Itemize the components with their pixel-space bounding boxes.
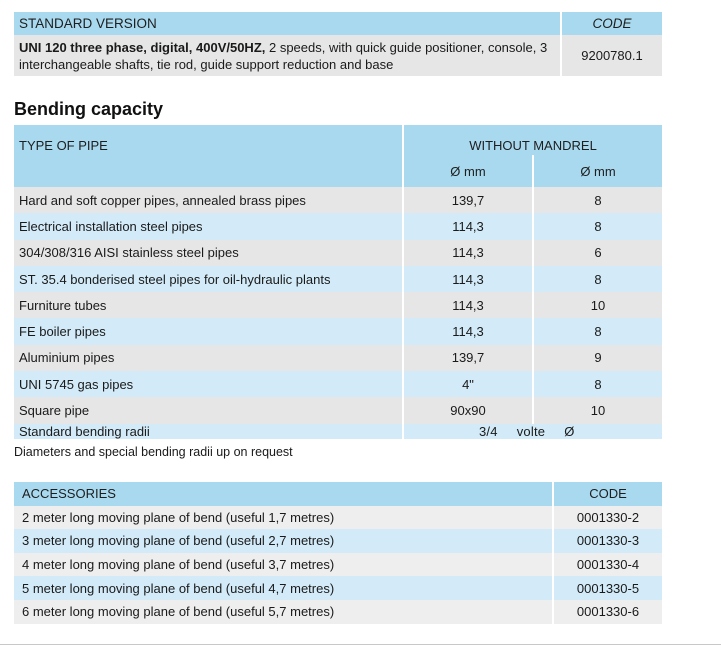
pipe-row xyxy=(14,240,662,266)
pipe-type: Furniture tubes xyxy=(19,297,107,313)
standard-version-header xyxy=(14,12,662,35)
without-mandrel-header: WITHOUT MANDREL xyxy=(402,125,662,155)
pipe-diameter: 4" xyxy=(402,371,532,397)
accessory-description: 2 meter long moving plane of bend (useful 1,7 metres) xyxy=(22,509,335,525)
pipe-row xyxy=(14,318,662,344)
pipe-type: ST. 35.4 bonderised steel pipes for oil-hydraulic plants xyxy=(19,271,331,287)
pipe-type: UNI 5745 gas pipes xyxy=(19,376,134,392)
pipe-diameter: 139,7 xyxy=(402,187,532,213)
code-header: CODE xyxy=(560,12,662,35)
accessories-header-row xyxy=(14,482,662,506)
accessory-row xyxy=(14,600,662,624)
pipe-diameter: 114,3 xyxy=(402,240,532,266)
accessory-description: 5 meter long moving plane of bend (useful 4,7 metres) xyxy=(22,580,335,596)
bending-header-row xyxy=(14,125,662,155)
pipe-diameter: 90x90 xyxy=(402,397,532,423)
pipe-type: 304/308/316 AISI stainless steel pipes xyxy=(19,245,239,261)
bottom-divider xyxy=(0,644,721,645)
accessory-code: 0001330-6 xyxy=(552,600,662,624)
standard-version-table xyxy=(14,12,662,76)
pipe-diameter: 114,3 xyxy=(402,292,532,318)
pipe-row xyxy=(14,187,662,213)
accessory-code: 0001330-5 xyxy=(552,576,662,600)
standard-radii-row xyxy=(14,424,662,439)
diameter-header: Ø mm xyxy=(402,155,532,187)
accessory-row xyxy=(14,576,662,600)
product-code: 9200780.1 xyxy=(560,35,662,76)
special-request-note: Diameters and special bending radii up on request xyxy=(14,445,293,459)
pipe-type: FE boiler pipes xyxy=(19,324,106,340)
product-name: UNI 120 three phase, digital, 400V/50HZ, xyxy=(19,40,266,55)
pipe-diameter: 114,3 xyxy=(402,213,532,239)
pipe-thickness: 9 xyxy=(532,345,662,371)
pipe-thickness: 8 xyxy=(532,187,662,213)
pipe-thickness: 8 xyxy=(532,318,662,344)
pipe-row xyxy=(14,266,662,292)
accessory-row xyxy=(14,506,662,530)
pipe-row xyxy=(14,292,662,318)
bending-capacity-title: Bending capacity xyxy=(14,99,164,119)
pipe-thickness: 6 xyxy=(532,240,662,266)
pipe-thickness: 8 xyxy=(532,266,662,292)
pipe-diameter: 139,7 xyxy=(402,345,532,371)
pipe-diameter: 114,3 xyxy=(402,318,532,344)
pipe-row xyxy=(14,371,662,397)
standard-version-label: STANDARD VERSION xyxy=(19,16,157,31)
pipe-thickness: 8 xyxy=(532,213,662,239)
pipe-row xyxy=(14,213,662,239)
standard-radii-value: 3/4 volte Ø xyxy=(402,424,662,439)
product-description xyxy=(14,35,560,76)
accessory-description: 4 meter long moving plane of bend (useful 3,7 metres) xyxy=(22,557,335,573)
pipe-thickness: 10 xyxy=(532,292,662,318)
accessory-code: 0001330-3 xyxy=(552,529,662,553)
pipe-type: Square pipe xyxy=(19,403,90,419)
accessory-description: 6 meter long moving plane of bend (useful 5,7 metres) xyxy=(22,604,335,620)
pipe-row xyxy=(14,345,662,371)
bending-capacity-table xyxy=(14,125,662,439)
accessories-code-header: CODE xyxy=(552,482,662,506)
pipe-type: Hard and soft copper pipes, annealed brass pipes xyxy=(19,192,306,208)
standard-radii-label: Standard bending radii xyxy=(19,423,150,439)
product-row xyxy=(14,35,662,76)
pipe-type: Electrical installation steel pipes xyxy=(19,218,203,234)
pipe-row xyxy=(14,397,662,423)
pipe-thickness: 8 xyxy=(532,371,662,397)
accessory-row xyxy=(14,553,662,577)
accessories-table xyxy=(14,482,662,624)
pipe-diameter: 114,3 xyxy=(402,266,532,292)
accessories-label: ACCESSORIES xyxy=(22,486,116,502)
accessory-description: 3 meter long moving plane of bend (useful 2,7 metres) xyxy=(22,533,335,549)
accessory-row xyxy=(14,529,662,553)
thickness-header: Ø mm xyxy=(532,155,662,187)
product-details: 2 speeds, with quick guide positioner, console, 3 interchangeable shafts, tie rod, guide support reduction and base xyxy=(19,40,548,72)
accessory-code: 0001330-4 xyxy=(552,553,662,577)
type-of-pipe-header: TYPE OF PIPE xyxy=(19,138,108,153)
pipe-thickness: 10 xyxy=(532,397,662,423)
pipe-type: Aluminium pipes xyxy=(19,350,115,366)
accessory-code: 0001330-2 xyxy=(552,506,662,530)
